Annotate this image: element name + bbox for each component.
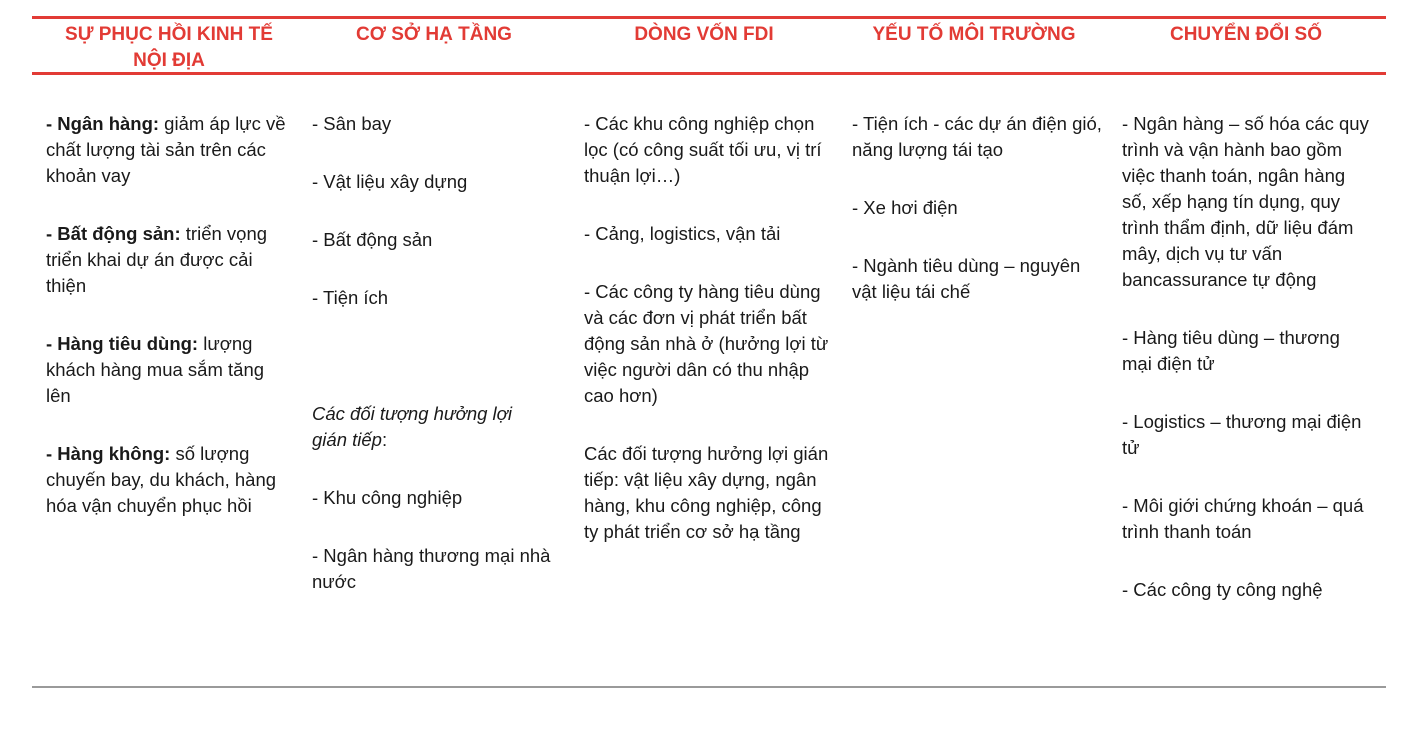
indirect-label-colon: : bbox=[381, 429, 388, 450]
header-domestic-recovery: SỰ PHỤC HỒI KINH TẾ NỘI ĐỊA bbox=[65, 24, 273, 71]
list-item: - Các khu công nghiệp chọn lọc (có công suất tối ưu, vị trí thuận lợi…) bbox=[584, 113, 822, 186]
header-infrastructure: CƠ SỞ HẠ TẦNG bbox=[356, 24, 512, 45]
column-fdi bbox=[584, 111, 829, 545]
column-digital bbox=[1122, 111, 1374, 603]
item-text: triển vọng triển khai dự án được cải thiện bbox=[46, 223, 268, 296]
list-item: - Bất động sản bbox=[312, 229, 433, 250]
column-infrastructure bbox=[312, 111, 552, 595]
list-item-aviation bbox=[46, 441, 286, 519]
list-item: - Xe hơi điện bbox=[852, 197, 958, 218]
list-item: - Môi giới chứng khoán – quá trình thanh toán bbox=[1122, 495, 1364, 542]
list-item: - Tiện ích - các dự án điện gió, năng lượng tái tạo bbox=[852, 113, 1102, 160]
item-label: - Hàng tiêu dùng: bbox=[46, 333, 199, 354]
header-environment: YẾU TỐ MÔI TRƯỜNG bbox=[872, 24, 1076, 45]
item-label: - Ngân hàng: bbox=[46, 113, 160, 134]
list-item: - Hàng tiêu dùng – thương mại điện tử bbox=[1122, 327, 1340, 374]
column-domestic-recovery bbox=[46, 111, 286, 519]
list-item-banking bbox=[46, 111, 286, 189]
list-item: - Sân bay bbox=[312, 113, 392, 134]
list-item: Các đối tượng hưởng lợi gián tiếp: vật liệu xây dựng, ngân hàng, khu công nghiệp, công ty phát triển cơ sở hạ tầng bbox=[584, 443, 829, 542]
header-digital: CHUYỂN ĐỔI SỐ bbox=[1169, 24, 1323, 45]
list-item: - Ngân hàng thương mại nhà nước bbox=[312, 545, 551, 592]
item-label: - Hàng không: bbox=[46, 443, 171, 464]
header-fdi: DÒNG VỐN FDI bbox=[634, 24, 774, 45]
bottom-rule bbox=[32, 686, 1386, 688]
item-text: giảm áp lực về chất lượng tài sản trên các khoản vay bbox=[46, 113, 286, 186]
list-item: - Vật liệu xây dựng bbox=[312, 171, 468, 192]
list-item: - Ngành tiêu dùng – nguyên vật liệu tái chế bbox=[852, 255, 1081, 302]
list-item: - Logistics – thương mại điện tử bbox=[1122, 411, 1362, 458]
indirect-beneficiaries-label bbox=[312, 401, 552, 453]
indirect-label-text: Các đối tượng hưởng lợi gián tiếp bbox=[312, 403, 512, 450]
list-item: - Các công ty công nghệ bbox=[1122, 579, 1323, 600]
column-environment bbox=[852, 111, 1102, 305]
list-item: - Tiện ích bbox=[312, 287, 389, 308]
item-text: lượng khách hàng mua sắm tăng lên bbox=[46, 333, 265, 406]
list-item: - Các công ty hàng tiêu dùng và các đơn vị phát triển bất động sản nhà ở (hưởng lợi từ việc người dân có thu nhập cao hơn) bbox=[584, 281, 829, 406]
list-item-real-estate bbox=[46, 221, 286, 299]
item-text: số lượng chuyến bay, du khách, hàng hóa vận chuyển phục hồi bbox=[46, 443, 277, 516]
item-label: - Bất động sản: bbox=[46, 223, 181, 244]
top-rule bbox=[32, 16, 1386, 19]
list-item: - Ngân hàng – số hóa các quy trình và vận hành bao gồm việc thanh toán, ngân hàng số, xếp hạng tín dụng, quy trình thẩm định, dữ liệu đám mây, dịch vụ tư vấn bancassurance tự động bbox=[1122, 113, 1369, 290]
list-item-consumer bbox=[46, 331, 286, 409]
list-item: - Khu công nghiệp bbox=[312, 487, 463, 508]
list-item: - Cảng, logistics, vận tải bbox=[584, 223, 781, 244]
